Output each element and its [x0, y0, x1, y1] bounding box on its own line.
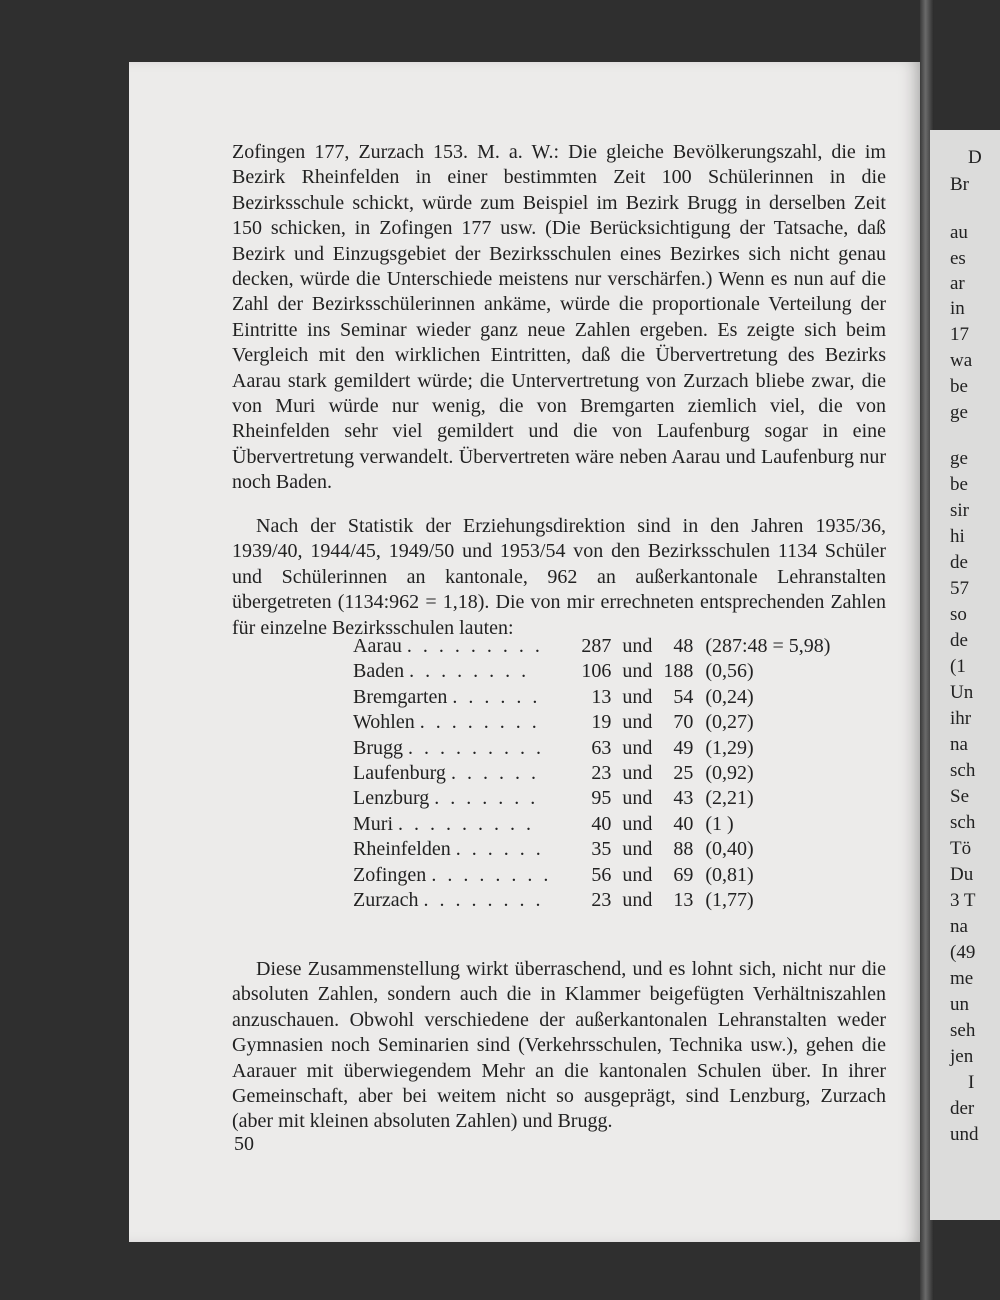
row-leader-dots: . . . . . . . .	[423, 889, 544, 912]
row-leader-dots: . . . . . . . . .	[398, 812, 534, 835]
paragraph-1-block	[232, 140, 886, 496]
row-place-cell	[353, 634, 551, 659]
row-und: und	[622, 812, 653, 835]
facing-page-fragment: au	[950, 222, 968, 243]
row-und: und	[622, 838, 653, 861]
row-value-ausserkantonal: 188	[663, 660, 694, 683]
row-leader-dots: . . . . . . . .	[419, 711, 540, 734]
row-leader-dots: . . . . . . . .	[409, 660, 530, 683]
facing-page-fragment: es	[950, 248, 966, 269]
row-place-cell	[353, 812, 551, 837]
row-value-ausserkantonal: 43	[673, 787, 694, 810]
facing-page-fragment: I	[968, 1072, 975, 1093]
row-und: und	[622, 787, 653, 810]
paragraph-2: Nach der Statistik der Erziehungsdirektion sind in den Jahren 1935/36, 1939/40, 1944/45, 1949/50 und 1953/54 von den Bezirksschulen 1134 Schüler und Schülerinnen an kantonale, 962 an außerkantonale Lehranstalten übergetreten (1134:962 = 1,18). Die von mir errechneten entsprechenden Zahlen für einzelne Bezirksschulen lauten:	[232, 515, 886, 639]
row-leader-dots: . . . . . . . . .	[408, 736, 544, 759]
table-row	[353, 736, 830, 761]
row-leader-dots: . . . . . . .	[434, 787, 539, 810]
row-value-kantonal: 95	[591, 787, 612, 810]
row-ratio: (1 )	[705, 812, 734, 835]
row-ratio: (0,92)	[705, 762, 754, 785]
row-ratio: (1,77)	[705, 889, 754, 912]
facing-page-fragment: Tö	[950, 838, 972, 859]
row-ratio: (0,40)	[705, 838, 754, 861]
row-ratio: (1,29)	[705, 736, 754, 759]
facing-page-fragment: be	[950, 474, 968, 495]
facing-page-fragment: me	[950, 968, 974, 989]
row-place-name: Baden	[353, 660, 405, 683]
row-value-kantonal: 40	[591, 812, 612, 835]
facing-page-fragment: seh	[950, 1020, 976, 1041]
row-value-ausserkantonal: 48	[673, 635, 694, 657]
facing-page-fragment: D	[968, 147, 982, 168]
facing-page-fragment: jen	[950, 1046, 974, 1067]
row-place-cell	[353, 837, 551, 862]
table-row	[353, 863, 830, 888]
facing-page-fragment: un	[950, 994, 969, 1015]
row-place-cell	[353, 685, 551, 710]
row-place-cell	[353, 863, 551, 888]
table-row	[353, 634, 830, 659]
facing-page-fragment: na	[950, 916, 968, 937]
facing-page-fragment: Un	[950, 682, 974, 703]
row-value-kantonal: 19	[591, 711, 612, 734]
row-value-kantonal: 13	[591, 685, 612, 708]
facing-page-fragment: na	[950, 734, 968, 755]
row-und: und	[622, 889, 653, 912]
row-leader-dots: . . . . . . . .	[431, 863, 552, 886]
row-value-ausserkantonal: 54	[673, 685, 694, 708]
row-place-name: Lenzburg	[353, 787, 430, 810]
paragraph-1: Zofingen 177, Zurzach 153. M. a. W.: Die gleiche Bevölkerungszahl, die im Bezirk Rheinfelden in einer bestimmten Zeit 100 Schülerinnen in die Bezirksschule schickt, würde zum Beispiel im Bezirk Brugg in derselben Zeit 150 schicken, in Zofingen 177 usw. (Die Berücksichtigung der Tatsache, daß Bezirk und Einzugsgebiet der Bezirksschulen eines Bezirkes sich nicht genau decken, würde die Unterschiede meistens nur verschärfen.) Wenn es nun auf die Zahl der Bezirksschülerinnen ankäme, würde die proportionale Verteilung der Eintritte ins Seminar wieder ganz neue Zahlen ergeben. Es zeigte sich beim Vergleich mit den wirklichen Eintritten, daß die Übervertretung des Bezirks Aarau stark gemildert würde; die Untervertretung von Zurzach bliebe zwar, die von Muri würde nur wenig, die von Bremgarten ziemlich viel, die von Rheinfelden sehr viel gemildert und die von Laufenburg sogar in eine Übervertretung verwandelt. Übervertreten wäre neben Aarau und Laufenburg nur noch Baden.	[232, 141, 886, 494]
row-und: und	[622, 635, 653, 657]
row-place-cell	[353, 888, 551, 913]
facing-page-fragment: (1	[950, 656, 966, 677]
row-place-name: Bremgarten	[353, 685, 448, 708]
table-row	[353, 761, 830, 786]
row-place-name: Muri	[353, 812, 393, 835]
row-value-kantonal: 56	[591, 863, 612, 886]
row-value-kantonal: 106	[581, 660, 612, 683]
table-row	[353, 710, 830, 735]
row-und: und	[622, 762, 653, 785]
row-value-kantonal: 23	[591, 762, 612, 785]
facing-page-fragment: ge	[950, 402, 968, 423]
row-und: und	[622, 685, 653, 708]
facing-page-fragment: sch	[950, 812, 976, 833]
facing-page-fragment: Br	[950, 174, 969, 195]
table-row	[353, 685, 830, 710]
facing-page-fragment: ar	[950, 273, 965, 294]
facing-page-fragment: hi	[950, 526, 965, 547]
table-row	[353, 659, 830, 684]
row-place-name: Zofingen	[353, 863, 427, 886]
table-row	[353, 812, 830, 837]
row-place-cell	[353, 761, 551, 786]
facing-page-fragment: 17	[950, 324, 969, 345]
table-row	[353, 786, 830, 811]
table-row	[353, 837, 830, 862]
facing-page-fragment: ihr	[950, 708, 972, 729]
facing-page-fragment: ge	[950, 448, 968, 469]
row-value-ausserkantonal: 40	[673, 812, 694, 835]
row-ratio: (287:48 = 5,98)	[705, 635, 831, 657]
facing-page-fragment: sch	[950, 760, 976, 781]
page-number: 50	[234, 1133, 254, 1155]
row-ratio: (2,21)	[705, 787, 754, 810]
row-place-name: Wohlen	[353, 711, 415, 734]
row-value-ausserkantonal: 69	[673, 863, 694, 886]
row-value-ausserkantonal: 49	[673, 736, 694, 759]
facing-page-fragment: in	[950, 298, 965, 319]
row-place-cell	[353, 736, 551, 761]
facing-page-fragment: be	[950, 376, 968, 397]
row-ratio: (0,24)	[705, 685, 754, 708]
facing-page-fragment: Se	[950, 786, 969, 807]
row-ratio: (0,27)	[705, 711, 754, 734]
table-row	[353, 888, 830, 913]
row-place-name: Aarau	[353, 635, 402, 657]
facing-page-fragment: (49	[950, 942, 976, 963]
row-value-ausserkantonal: 88	[673, 838, 694, 861]
row-und: und	[622, 736, 653, 759]
row-leader-dots: . . . . . .	[452, 685, 541, 708]
row-ratio: (0,56)	[705, 660, 754, 683]
row-place-cell	[353, 786, 551, 811]
facing-page-fragment: und	[950, 1124, 979, 1145]
row-value-ausserkantonal: 70	[673, 711, 694, 734]
row-place-cell	[353, 710, 551, 735]
row-leader-dots: . . . . . . . . .	[406, 635, 543, 657]
statistics-table	[353, 634, 830, 913]
row-place-name: Brugg	[353, 736, 403, 759]
row-place-cell	[353, 659, 551, 684]
facing-page-fragment: 57	[950, 578, 969, 599]
row-leader-dots: . . . . . .	[450, 762, 539, 785]
row-leader-dots: . . . . . .	[455, 838, 544, 861]
row-value-kantonal: 23	[591, 889, 612, 912]
facing-page-fragment: de	[950, 552, 968, 573]
facing-page-fragment: wa	[950, 350, 973, 371]
facing-page-fragment: sir	[950, 500, 969, 521]
facing-page-fragment: 3 T	[950, 890, 976, 911]
facing-page-fragment: de	[950, 630, 968, 651]
row-und: und	[622, 863, 653, 886]
row-place-name: Laufenburg	[353, 762, 446, 785]
row-place-name: Zurzach	[353, 889, 419, 912]
facing-page-edge	[930, 130, 1000, 1220]
row-value-kantonal: 63	[591, 736, 612, 759]
row-ratio: (0,81)	[705, 863, 754, 886]
facing-page-fragment: Du	[950, 864, 974, 885]
row-und: und	[622, 660, 653, 683]
row-value-ausserkantonal: 25	[673, 762, 694, 785]
paragraph-3: Diese Zusammenstellung wirkt überraschend, und es lohnt sich, nicht nur die absoluten Zahlen, sondern auch die in Klammer beigefügten Verhältniszahlen anzuschauen. Obwohl verschiedene der außerkantonalen Lehranstalten weder Gymnasien noch Seminarien sind (Verkehrsschulen, Technika usw.), gehen die Aarauer mit überwiegendem Mehr an die kantonalen Schulen über. In ihrer Gemeinschaft, aber bei weitem nicht so ausgeprägt, sind Lenzburg, Zurzach (aber mit kleinen absoluten Zahlen) und Brugg.	[232, 958, 886, 1133]
row-value-ausserkantonal: 13	[673, 889, 694, 912]
paragraph-3-block	[232, 957, 886, 1135]
row-value-kantonal: 287	[581, 635, 612, 657]
paragraph-2-block	[232, 514, 886, 641]
facing-page-fragment: der	[950, 1098, 975, 1119]
facing-page-fragment: so	[950, 604, 967, 625]
row-value-kantonal: 35	[591, 838, 612, 861]
row-place-name: Rheinfelden	[353, 838, 451, 861]
row-und: und	[622, 711, 653, 734]
